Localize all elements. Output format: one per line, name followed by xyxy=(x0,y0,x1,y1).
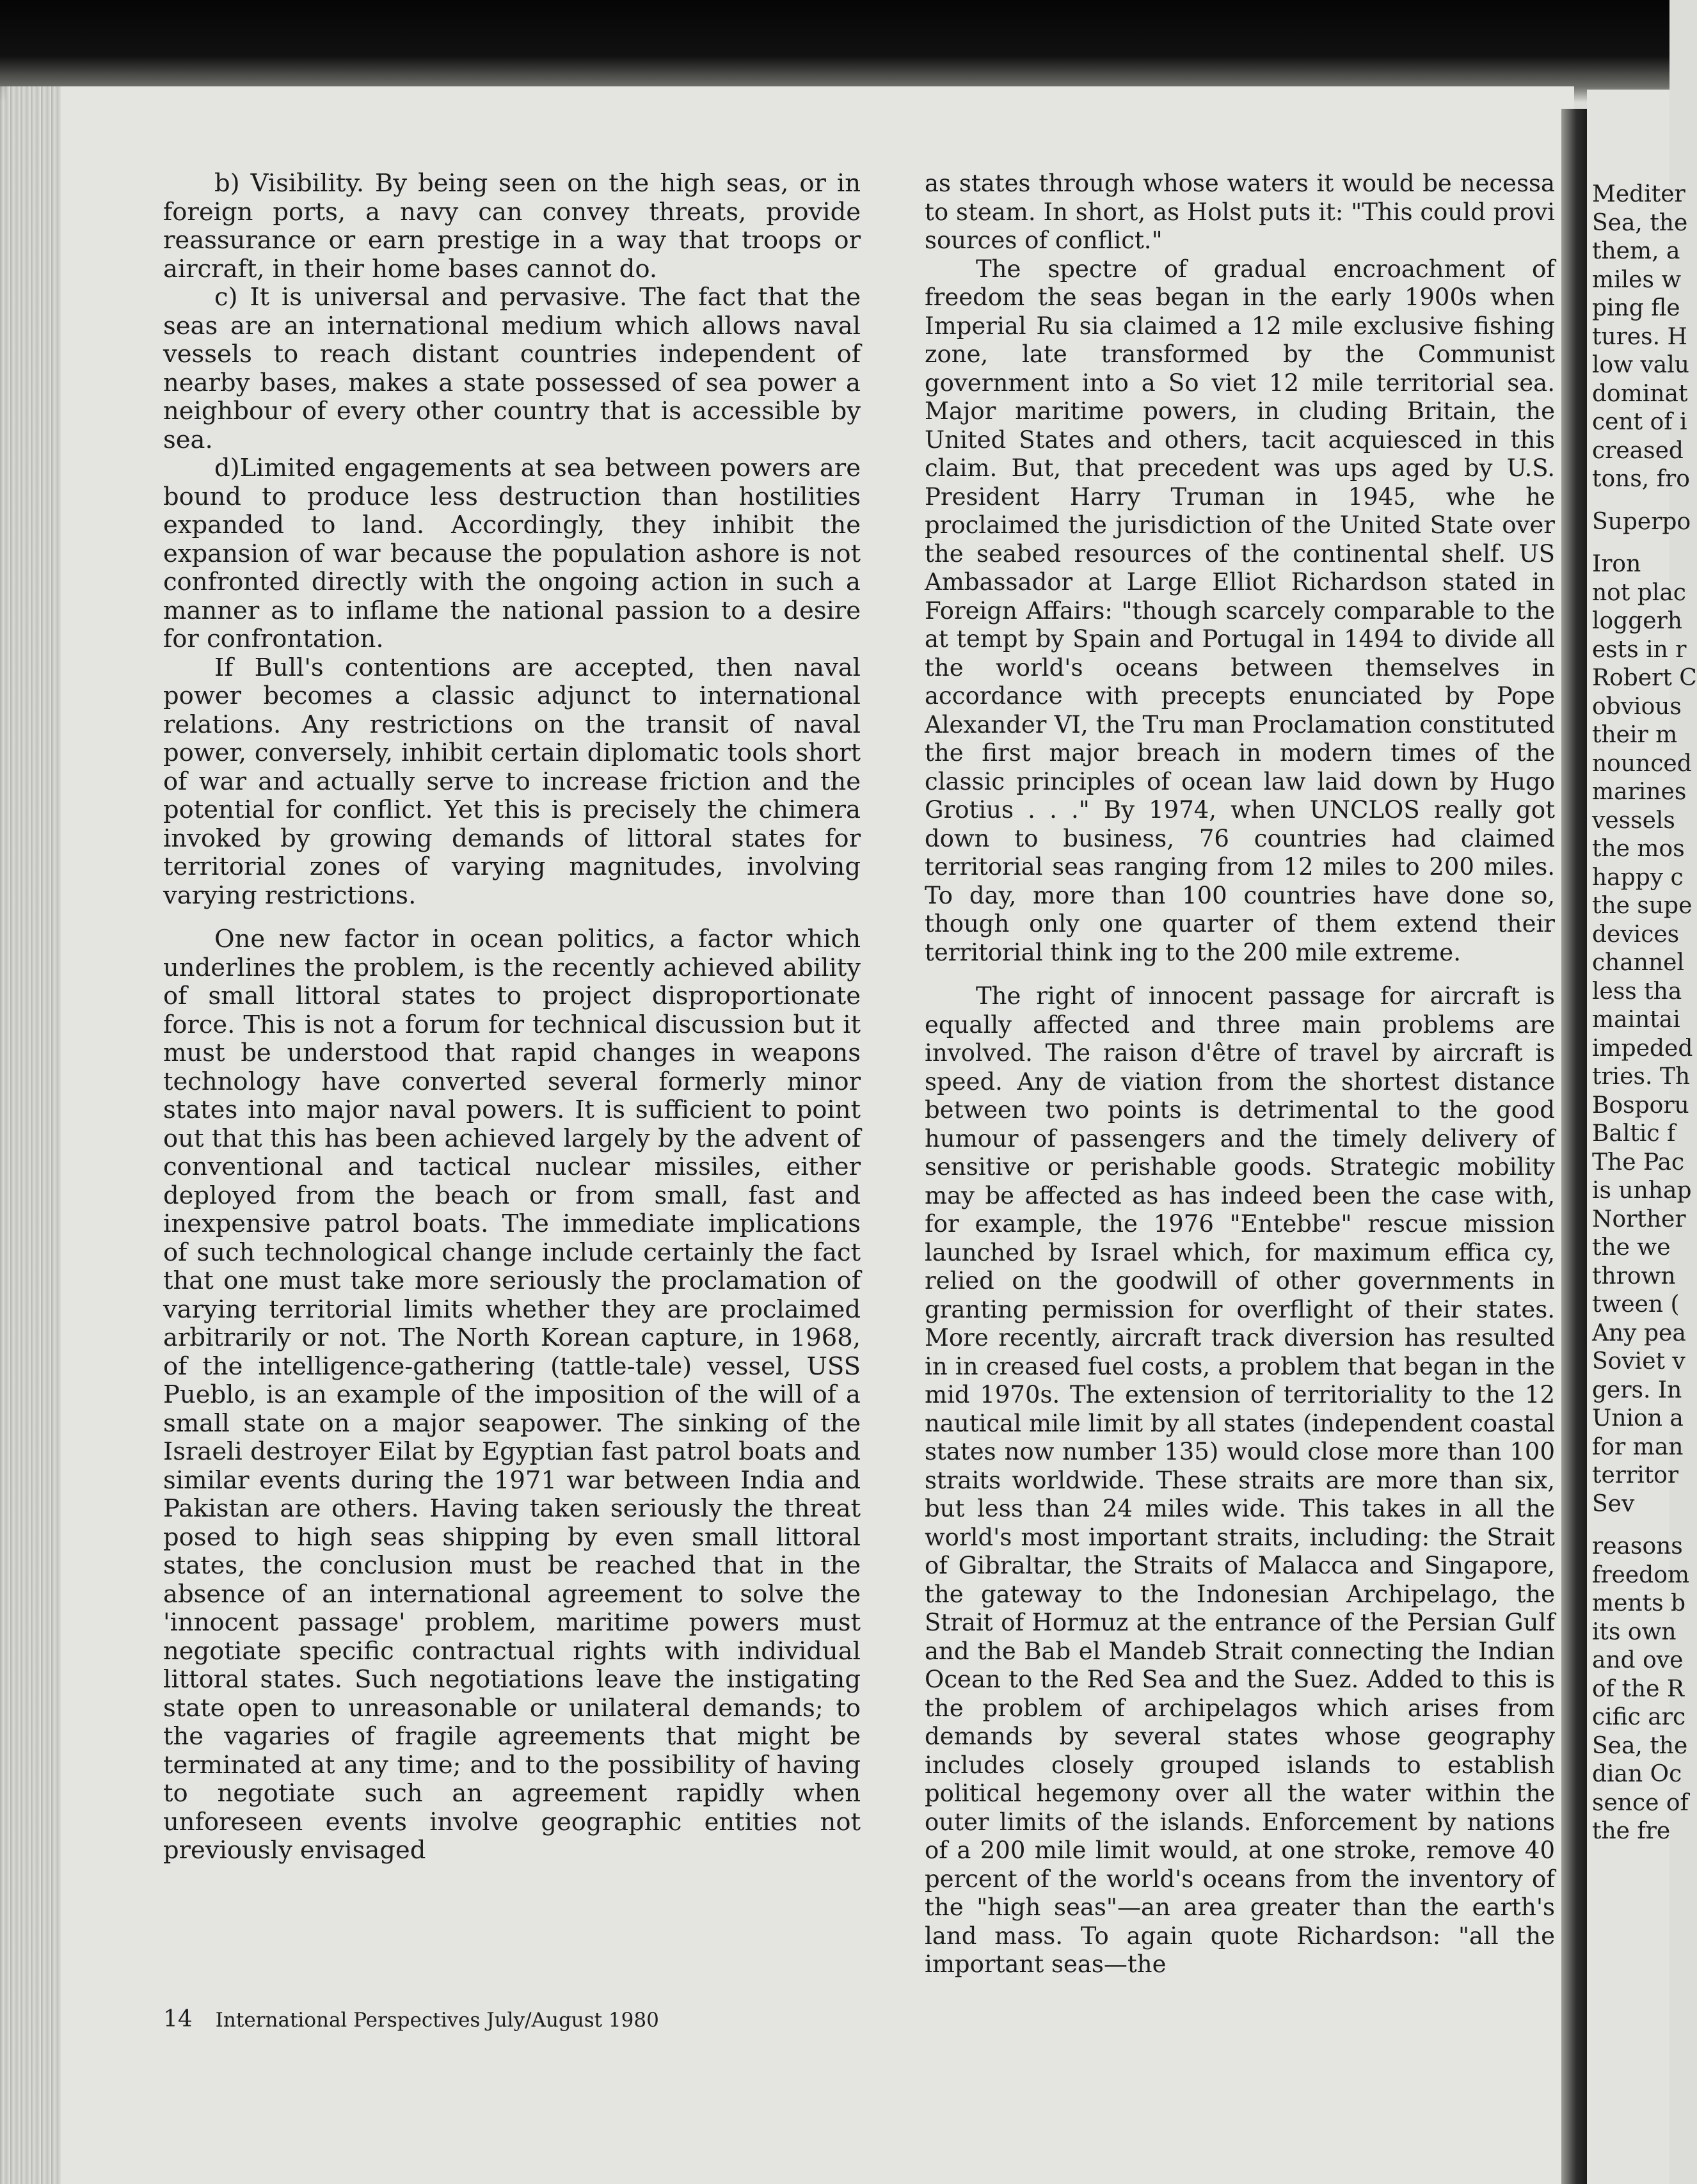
page-number: 14 xyxy=(163,2006,193,2032)
facing-page-fragment: impeded xyxy=(1592,1035,1693,1062)
facing-page-fragment: dian Oc xyxy=(1592,1761,1682,1787)
facing-page-fragment: ping fle xyxy=(1592,295,1680,321)
facing-page-fragment: Any pea xyxy=(1592,1319,1686,1346)
paragraph-limited-engagements: d)Limited engagements at sea between powers are bound to produce less destruction than hostilities expanded to land. Accordingly, they inhibit the expansion of war because the population ashore is not confronted directly with the ongoing action in such a manner as to inflame the national passion to a desire for confrontation. xyxy=(163,454,861,653)
right-text-column xyxy=(925,170,1555,1979)
facing-page-fragment: Bosporu xyxy=(1592,1092,1689,1119)
paragraph-new-factor: One new factor in ocean politics, a factor which underlines the problem, is the recently achieved ability of small littoral states to project disproportionate force. This is not a forum for technical discussion but it must be understood that rapid changes in weapons technology have converted several formerly minor states into major naval powers. It is sufficient to point out that this has been achieved largely by the advent of conventional and tactical nuclear missiles, either deployed from the beach or from small, fast and inexpensive patrol boats. The immediate implications of such technological change include certainly the fact that one must take more seriously the proclamation of varying territorial limits whether they are proclaimed arbitrarily or not. The North Korean capture, in 1968, of the intelligence-gathering (tattle-tale) vessel, USS Pueblo, is an example of the imposition of the will of a small state on a major seapower. The sinking of the Israeli destroyer Eilat by Egyptian fast patrol boats and similar events during the 1971 war between India and Pakistan are others. Having taken seriously the threat posed to high seas shipping by even small littoral states, the conclusion must be reached that in the absence of an international agreement to solve the 'innocent passage' problem, maritime powers must negotiate specific contractual rights with individual littoral states. Such negotiations leave the instigating state open to unreasonable or unilateral demands; to the vagaries of fragile agreements that might be terminated at any time; and to the possibility of having to negotiate such an agreement rapidly when unforeseen events involve geographic entities not previously envisaged xyxy=(163,925,861,1865)
facing-page-fragment: Superpo xyxy=(1592,508,1691,535)
facing-page-fragment: maintai xyxy=(1592,1007,1680,1033)
facing-page-fragment: less tha xyxy=(1592,978,1682,1005)
facing-page-fragment: Norther xyxy=(1592,1206,1686,1232)
facing-page-fragment: reasons xyxy=(1592,1533,1683,1559)
facing-page-fragment: the mos xyxy=(1592,836,1685,862)
facing-page-fragment: tures. H xyxy=(1592,323,1687,350)
facing-page-fragment: gers. In xyxy=(1592,1376,1682,1403)
facing-page-fragment: thrown xyxy=(1592,1263,1676,1289)
facing-page-fragment: nounced xyxy=(1592,750,1692,777)
facing-page-fragment: Sea, the xyxy=(1592,1732,1688,1759)
facing-page-fragment: channel xyxy=(1592,950,1684,976)
facing-page-fragment: sence of xyxy=(1592,1789,1689,1816)
facing-page-fragment: not plac xyxy=(1592,579,1686,606)
paragraph-continuation: as states through whose waters it would be necessa to steam. In short, as Holst puts it: "This could provi sources of conflict." xyxy=(925,170,1555,254)
facing-page-fragment: cent of i xyxy=(1592,409,1687,435)
page-footer xyxy=(163,2006,659,2032)
facing-page-fragment: of the R xyxy=(1592,1675,1684,1702)
paragraph-bull-contentions: If Bull's contentions are accepted, then naval power becomes a classic adjunct to international relations. Any restrictions on the transit of naval power, conversely, inhibit certain diplomatic tools short of war and actually serve to increase friction and the potential for conflict. Yet this is precisely the chimera invoked by growing demands of littoral states for territorial zones of varying magnitudes, involving varying restrictions. xyxy=(163,653,861,910)
facing-page-fragment: territor xyxy=(1592,1462,1679,1488)
facing-page-fragment: freedom xyxy=(1592,1561,1689,1588)
facing-page-fragment: tween ( xyxy=(1592,1291,1680,1318)
facing-page-fragment: vessels xyxy=(1592,807,1675,834)
paragraph-encroachment: The spectre of gradual encroachment of freedom the seas began in the early 1900s when Imperial Ru sia claimed a 12 mile exclusive fishing zone, late transformed by the Communist government into a So viet 12 mile territorial sea. Major maritime powers, in cluding Britain, the United States and others, tacit acquiesced in this claim. But, that precedent was ups aged by U.S. President Harry Truman in 1945, whe he proclaimed the jurisdiction of the United State over the seabed resources of the continental shelf. US Ambassador at Large Elliot Richardson stated in Foreign Affairs: "though scarcely comparable to the at tempt by Spain and Portugal in 1494 to divide all the world's oceans between themselves in accordance with precepts enunciated by Pope Alexander VI, the Tru man Proclamation constituted the first major breach in modern times of the classic principles of ocean law laid down by Hugo Grotius . . ." By 1974, when UNCLOS really got down to business, 76 countries had claimed territorial seas ranging from 12 miles to 200 miles. To day, more than 100 countries have done so, though only one quarter of them extend their territorial think ing to the 200 mile extreme. xyxy=(925,255,1555,966)
facing-page-fragment: happy c xyxy=(1592,864,1684,891)
facing-page-fragment: Robert C xyxy=(1592,665,1697,691)
facing-page-fragment: obvious xyxy=(1592,693,1682,720)
facing-page-fragment: its own xyxy=(1592,1618,1677,1645)
facing-page-fragment: for man xyxy=(1592,1433,1684,1460)
facing-page-fragment: loggerh xyxy=(1592,608,1682,634)
facing-page-fragment: Sea, the xyxy=(1592,209,1688,236)
paragraph-universal: c) It is universal and pervasive. The fact that the seas are an international medium which allows naval vessels to reach distant countries independent of nearby bases, makes a state possessed of sea power a neighbour of every other country that is accessible by sea. xyxy=(163,283,861,454)
facing-page-fragment: low valu xyxy=(1592,352,1689,378)
facing-page-fragment: creased xyxy=(1592,437,1684,464)
paragraph-visibility: b) Visibility. By being seen on the high seas, or in foreign ports, a navy can convey threats, provide reassurance or earn prestige in a way that troops or aircraft, in their home bases cannot do. xyxy=(163,169,861,283)
facing-page-fragment: ests in r xyxy=(1592,636,1687,663)
facing-page-fragment: Iron xyxy=(1592,551,1641,577)
facing-page-fragment: cific arc xyxy=(1592,1704,1686,1730)
publication-title: International Perspectives July/August 1980 xyxy=(215,2009,659,2032)
paragraph-aircraft-passage: The right of innocent passage for aircraft is equally affected and three main problems are involved. The raison d'être of travel by aircraft is speed. Any de viation from the shortest distance between two points is detrimental to the good humour of passengers and the timely delivery of sensitive or perishable goods. Strategic mobility may be affected as has indeed been the case with, for example, the 1976 "Entebbe" rescue mission launched by Israel which, for maximum effica cy, relied on the goodwill of other governments in granting permission for overflight of their states. More recently, aircraft track diversion has resulted in in creased fuel costs, a problem that began in the mid 1970s. The extension of territoriality to the 12 nautical mile limit by all states (independent coastal states now number 135) would close more than 100 straits worldwide. These straits are more than six, but less than 24 miles wide. This takes in all the world's most important straits, including: the Strait of Gibraltar, the Straits of Malacca and Singapore, the gateway to the Indonesian Archipelago, the Strait of Hormuz at the entrance of the Persian Gulf and the Bab el Mandeb Strait connecting the Indian Ocean to the Red Sea and the Suez. Added to this is the problem of archipelagos which arises from demands by several states whose geography includes closely grouped islands to establish political hegemony over all the water within the outer limits of the islands. Enforcement by nations of a 200 mile limit would, at one stroke, remove 40 percent of the world's oceans from the inventory of the "high seas"—an area greater than the earth's land mass. To again quote Richardson: "all the important seas—the xyxy=(925,982,1555,1978)
facing-page-fragment: Baltic f xyxy=(1592,1120,1676,1147)
facing-page-fragment: Sev xyxy=(1592,1490,1635,1517)
facing-page-fragment: is unhap xyxy=(1592,1177,1692,1204)
facing-page-fragment: The Pac xyxy=(1592,1149,1685,1176)
facing-page-fragment: tons, fro xyxy=(1592,466,1690,492)
facing-page-fragment: them, a xyxy=(1592,238,1680,264)
facing-page-fragment: tries. Th xyxy=(1592,1064,1691,1090)
facing-page-fragment: marines xyxy=(1592,779,1687,805)
facing-page-fragment: miles w xyxy=(1592,266,1682,293)
facing-page-fragment: the we xyxy=(1592,1234,1671,1261)
facing-page-fragment: Union a xyxy=(1592,1405,1684,1431)
facing-page-fragment: devices xyxy=(1592,921,1680,948)
facing-page-fragment: the fre xyxy=(1592,1818,1671,1844)
binding-edge xyxy=(0,86,61,2184)
facing-page-fragment: ments b xyxy=(1592,1590,1686,1616)
facing-page-fragment: their m xyxy=(1592,722,1678,748)
left-text-column xyxy=(163,170,861,1865)
facing-page-fragment: Mediter xyxy=(1592,181,1685,207)
facing-page-fragment: dominat xyxy=(1592,380,1688,407)
facing-page-fragment: the supe xyxy=(1592,893,1693,919)
facing-page-fragment: and ove xyxy=(1592,1647,1684,1673)
facing-page-fragment: Soviet v xyxy=(1592,1348,1685,1375)
